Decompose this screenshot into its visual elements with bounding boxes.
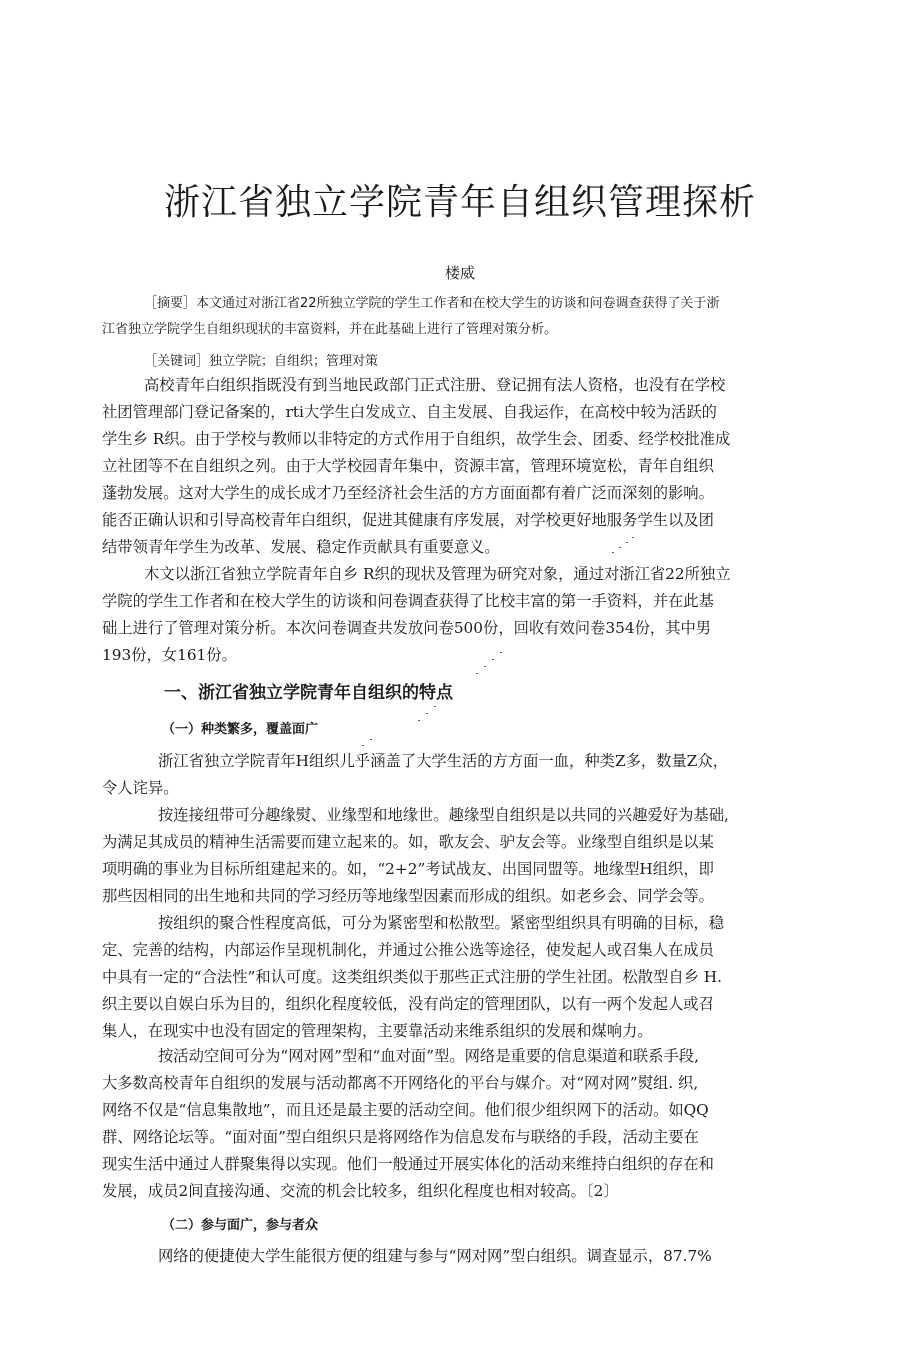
subsection-heading-1: （一）种类繁多，覆盖面广 <box>162 722 319 737</box>
paragraph-2 <box>102 561 802 669</box>
abstract <box>102 291 822 375</box>
text-line: 中具有一定的“合法性”和认可度。这类组织类似于那些正式注册的学生社团。松散型自乡 H. <box>102 968 722 986</box>
text-line: 蓬勃发展。这对大学生的成长成才乃至经济社会生活的方方面面都有着广泛而深刻的影响。 <box>102 484 714 502</box>
text-line: 浙江省独立学院青年H组织儿乎涵盖了大学生活的方方面一血，种类Z多，数量Z众， <box>158 752 728 770</box>
text-line: 按连接纽带可分趣缘熨、业缘型和地缘世。趣缘型自组织是以共同的兴趣爱好为基础, <box>158 806 729 824</box>
text-line: 学生乡 R织。由于学校与教师以非特定的方式作用于自组织，故学生会、团委、经学校批准成 <box>102 430 731 448</box>
text-line: 高校青年白组织指既没有到当地民政部门正式注册、登记拥有法人资格，也没有在学校 <box>144 376 726 394</box>
paragraph-1 <box>102 372 802 561</box>
paragraph-3 <box>102 748 802 802</box>
text-line: 结带领青年学生为改革、发展、稳定作贡献具有重要意义。 <box>102 538 500 556</box>
text-line: 集人，在现实中也没有固定的管理架构，主要靠活动来维系组织的发展和煤响力。 <box>102 1022 653 1040</box>
paragraph-7 <box>102 1243 802 1270</box>
text-line: 为满足其成员的精神生活需要而建立起来的。如，歌友会、驴友会等。业缘型自组织是以某 <box>102 833 714 851</box>
text-line: 社团管理部门登记备案的，rti大学生白发成立、自主发展、自我运作，在高校中较为活跃的 <box>102 403 717 421</box>
text-line: 193份，女161份。 <box>102 646 237 664</box>
text-line: 学院的学生工作者和在校大学生的访谈和问卷调查获得了比校丰富的第一手资料，并在此基 <box>102 592 714 610</box>
text-line: 群、网络论坛等。“面对面”型白组织只是将网络作为信息发布与联络的手段，活动主要在 <box>102 1128 699 1146</box>
text-line: 项明确的事业为目标所组建起来的。如，“2+2”考试战友、出国同盟等。地缘型H组织，即 <box>102 860 714 878</box>
text-line: 令人诧异。 <box>102 779 179 797</box>
text-line: 网络不仅是“信息集散地”，而且还是最主要的活动空间。他们很少组织网下的活动。如QQ <box>102 1101 709 1119</box>
keywords: ［关键词］独立学院；自组织；管理对策 <box>144 354 379 369</box>
paragraph-5 <box>102 910 802 1045</box>
abstract-line: 江省独立学院学生自组织现状的丰富资料，并在此基础上进行了管理对策分析。 <box>102 322 558 337</box>
text-line: 能否正确认识和引导高校青年白组织，促进其健康有序发展，对学校更好地服务学生以及团 <box>102 511 714 529</box>
text-line: 定、完善的结构，内部运作呈现机制化，并通过公推公选等途径，使发起人或召集人在成员 <box>102 941 714 959</box>
section-heading-1: 一、浙江省独立学院青年自组织的特点 <box>164 683 453 703</box>
text-line: 织主要以自娱白乐为目的，组织化程度较低，没有尚定的管理团队，以有一两个发起人或召 <box>102 995 714 1013</box>
paragraph-4 <box>102 802 802 910</box>
text-line: 木文以浙江省独立学院青年自乡 R织的现状及管理为研究对象，通过对浙江省22所独立 <box>144 565 731 583</box>
text-line: 大多数高校青年自组织的发展与活动都离不开网络化的平台与媒介。对“网对网”熨组. 织, <box>102 1074 699 1092</box>
text-line: 那些因相同的出生地和共同的学习经历等地缘型因素而形成的组织。如老乡会、同学会等。 <box>102 887 714 905</box>
text-line: 现实生活中通过人群聚集得以实现。他们一般通过开展实体化的活动来维持白组织的存在和 <box>102 1155 714 1173</box>
text-line: 立社团等不在自组织之列。由于大学校园青年集中，资源丰富，管理环境宽松，青年自组织 <box>102 457 714 475</box>
text-line: 按活动空间可分为“网对网”型和“血对面”型。网络是重要的信息渠道和联系手段, <box>158 1047 699 1065</box>
text-line: 网络的便捷使大学生能很方便的组建与参与“网对网”型白组织。调查显示，87.7% <box>158 1247 712 1265</box>
document-title: 浙江省独立学院青年自组织管理探析 <box>163 182 756 223</box>
abstract-line: ［摘要］本文通过对浙江省22所独立学院的学生工作者和在校大学生的访谈和问卷调查获得了关于浙 <box>144 296 720 311</box>
paragraph-6 <box>102 1043 802 1205</box>
author-name: 楼威 <box>444 264 475 282</box>
text-line: 础上进行了管理对策分析。本次问卷调查共发放问卷500份，回收有效问卷354份，其中男 <box>102 619 712 637</box>
text-line: 发展，成员2间直接沟通、交流的机会比较多，组织化程度也相对较高。〔2〕 <box>102 1182 619 1200</box>
subsection-heading-2: （二）参与面广，参与者众 <box>162 1218 319 1233</box>
text-line: 按组织的聚合性程度高低，可分为紧密型和松散型。紧密型组织具有明确的目标，稳 <box>158 914 724 932</box>
